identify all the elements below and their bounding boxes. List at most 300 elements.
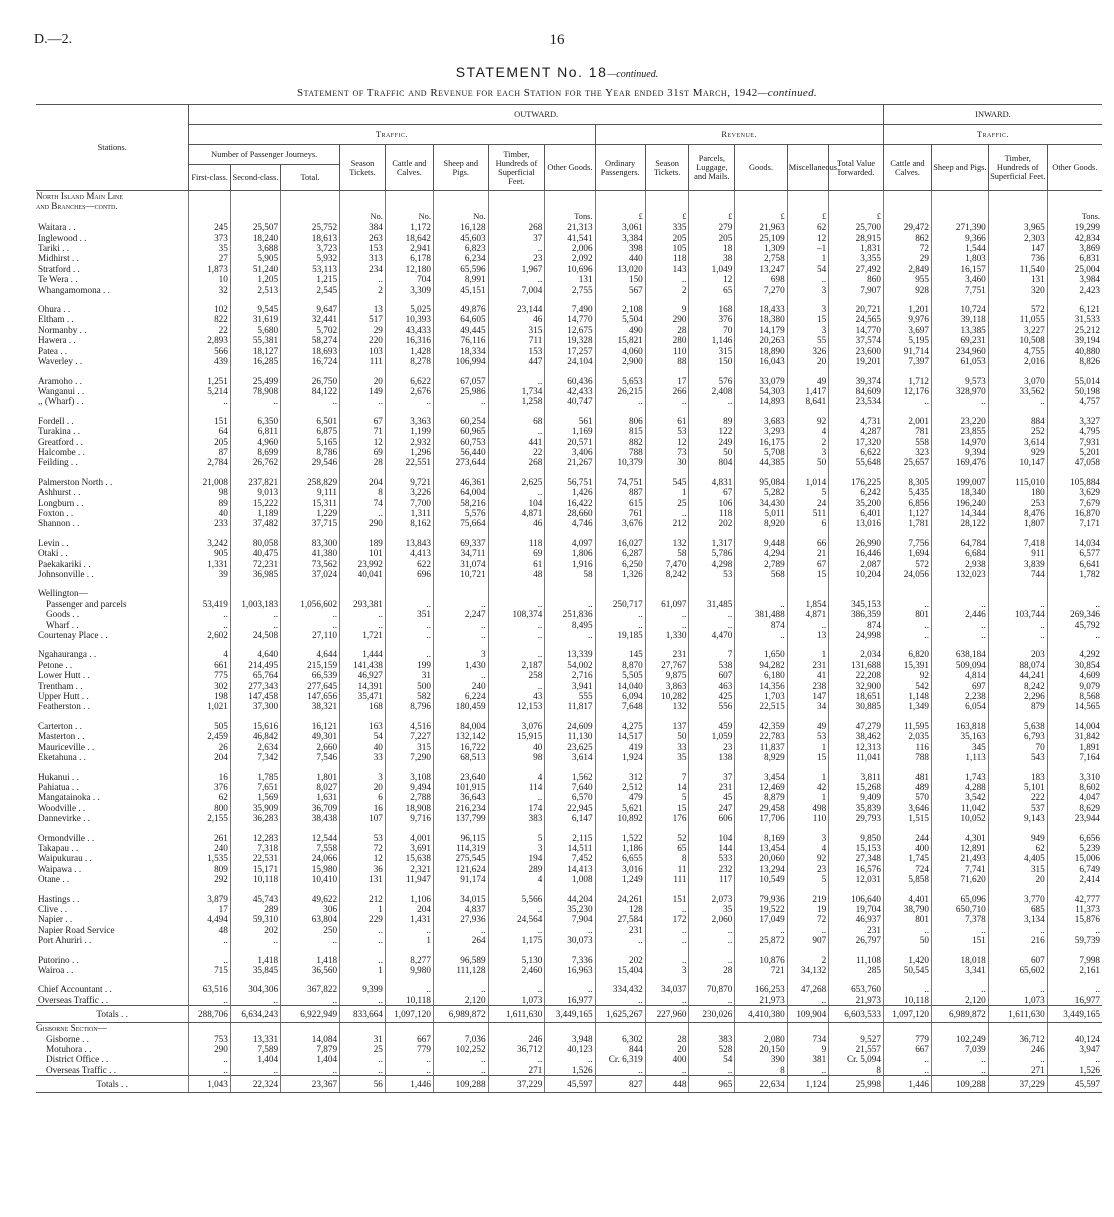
table-cell: 8,920 — [735, 518, 787, 528]
table-cell: 4,516 — [385, 721, 433, 731]
station-name: Wanganui . . — [38, 385, 85, 396]
table-cell: 214,495 — [230, 660, 280, 670]
table-cell — [931, 191, 988, 202]
table-cell: 18,613 — [281, 233, 340, 243]
station-name: Totals . . — [36, 1076, 189, 1093]
table-cell: 1,712 — [883, 376, 931, 386]
table-cell: 74 — [340, 498, 386, 508]
table-cell — [689, 763, 735, 772]
table-cell: 26,762 — [230, 457, 280, 467]
table-cell — [1047, 1023, 1102, 1034]
table-cell: 6,242 — [829, 487, 884, 497]
table-cell: 26,750 — [281, 376, 340, 386]
table-cell: 271 — [988, 1065, 1047, 1076]
table-cell: 92 — [883, 670, 931, 680]
table-row — [36, 559, 1102, 569]
table-cell: .. — [689, 955, 735, 965]
table-cell — [931, 579, 988, 588]
table-body — [36, 191, 1102, 1093]
table-cell: .. — [230, 1065, 280, 1076]
station-name: Hastings . . — [38, 893, 80, 904]
page-number: 16 — [549, 32, 565, 48]
table-cell: 479 — [595, 792, 645, 802]
table-cell: 788 — [883, 752, 931, 762]
table-cell: 32 — [189, 285, 230, 295]
table-cell: 234 — [340, 264, 386, 274]
table-cell: 20 — [988, 874, 1047, 884]
table-cell: 65,602 — [988, 965, 1047, 975]
statement-title — [0, 64, 1114, 80]
table-cell: 45,597 — [1047, 1076, 1102, 1093]
table-cell: 202 — [689, 518, 735, 528]
table-cell: 5 — [488, 833, 545, 843]
table-cell: 1 — [787, 792, 828, 802]
table-cell: 4,405 — [988, 853, 1047, 863]
table-cell: 313 — [340, 253, 386, 263]
table-cell — [340, 191, 386, 202]
table-cell: 806 — [595, 416, 645, 426]
table-cell: 3,947 — [1047, 1044, 1102, 1054]
table-cell: 111,128 — [433, 965, 488, 975]
table-cell: 231 — [787, 660, 828, 670]
table-cell: 50 — [645, 731, 689, 741]
table-cell — [433, 640, 488, 649]
table-cell — [829, 201, 884, 211]
table-cell: 30,885 — [829, 701, 884, 711]
table-cell: 1,097,120 — [385, 1006, 433, 1023]
table-cell: 2,755 — [545, 285, 595, 295]
table-cell: 8 — [340, 487, 386, 497]
table-cell: .. — [281, 620, 340, 630]
table-cell — [189, 763, 230, 772]
station-name: Whangamomona . . — [38, 284, 110, 295]
table-cell — [385, 712, 433, 721]
table-cell — [488, 824, 545, 833]
table-cell — [340, 529, 386, 538]
table-cell: .. — [488, 599, 545, 609]
table-cell: 2,459 — [189, 731, 230, 741]
table-row — [36, 885, 1102, 894]
table-cell: 928 — [883, 285, 931, 295]
table-cell: .. — [883, 925, 931, 935]
table-cell — [883, 640, 931, 649]
table-cell — [829, 824, 884, 833]
table-cell: 174 — [488, 803, 545, 813]
table-cell — [340, 946, 386, 955]
table-cell — [931, 824, 988, 833]
table-cell: 279 — [689, 222, 735, 232]
table-cell: 1,535 — [189, 853, 230, 863]
table-cell: 463 — [689, 681, 735, 691]
table-row — [36, 833, 1102, 843]
station-name: Clive . . — [38, 903, 68, 914]
table-row — [36, 609, 1102, 619]
table-cell — [689, 191, 735, 202]
table-cell: .. — [488, 620, 545, 630]
table-cell — [340, 407, 386, 416]
table-cell: 3,614 — [545, 752, 595, 762]
table-cell: 16,977 — [1047, 995, 1102, 1006]
table-cell: 5,566 — [488, 894, 545, 904]
station-name — [36, 407, 189, 416]
table-cell: 27,492 — [829, 264, 884, 274]
table-cell: 20 — [645, 1044, 689, 1054]
table-cell: 71,620 — [931, 874, 988, 884]
table-cell: 4 — [488, 874, 545, 884]
table-row — [36, 569, 1102, 579]
table-cell — [931, 295, 988, 304]
table-cell: 12 — [645, 437, 689, 447]
table-cell: 101 — [340, 548, 386, 558]
table-cell: 14,413 — [545, 864, 595, 874]
table-cell: 19,185 — [595, 630, 645, 640]
table-cell: .. — [230, 995, 280, 1006]
table-cell — [230, 763, 280, 772]
table-cell: 6,054 — [931, 701, 988, 711]
table-cell — [595, 640, 645, 649]
table-cell: 315 — [488, 325, 545, 335]
table-cell: 14,034 — [1047, 538, 1102, 548]
table-cell: 1,311 — [385, 508, 433, 518]
table-cell: 34,015 — [433, 894, 488, 904]
table-cell: 50 — [787, 457, 828, 467]
table-cell: 622 — [385, 559, 433, 569]
table-cell — [488, 763, 545, 772]
table-cell: 180,459 — [433, 701, 488, 711]
table-cell: 92 — [787, 416, 828, 426]
table-cell: No. — [340, 212, 386, 222]
table-cell: 381,488 — [735, 609, 787, 619]
table-cell: 290 — [340, 518, 386, 528]
statement-subtitle — [0, 87, 1114, 99]
table-cell: .. — [1047, 1054, 1102, 1064]
table-cell: 383 — [488, 813, 545, 823]
table-cell — [595, 407, 645, 416]
table-cell — [988, 946, 1047, 955]
table-cell: .. — [645, 995, 689, 1006]
table-cell: 12 — [340, 437, 386, 447]
table-cell: 3,355 — [829, 253, 884, 263]
table-cell — [689, 824, 735, 833]
table-cell: 40,041 — [340, 569, 386, 579]
table-cell: 304,306 — [230, 984, 280, 994]
table-cell: 4,298 — [689, 559, 735, 569]
table-cell: 1,059 — [689, 731, 735, 741]
table-cell: 220 — [340, 335, 386, 345]
table-cell: 46,361 — [433, 477, 488, 487]
table-cell: 2,513 — [230, 285, 280, 295]
table-cell: .. — [340, 609, 386, 619]
table-cell: 37,300 — [230, 701, 280, 711]
table-cell: 53 — [645, 426, 689, 436]
table-row — [36, 367, 1102, 376]
table-cell: £ — [595, 212, 645, 222]
table-cell — [545, 407, 595, 416]
table-cell: 13,016 — [829, 518, 884, 528]
table-cell: 80,058 — [230, 538, 280, 548]
table-cell: 14,770 — [545, 314, 595, 324]
table-cell — [189, 824, 230, 833]
table-cell — [189, 468, 230, 477]
table-cell — [189, 712, 230, 721]
table-cell: .. — [281, 1065, 340, 1076]
table-cell: .. — [883, 620, 931, 630]
table-cell: 1,169 — [545, 426, 595, 436]
table-cell: .. — [340, 508, 386, 518]
table-cell — [787, 367, 828, 376]
station-name: Wellington— — [38, 588, 88, 599]
table-cell: 25,657 — [883, 457, 931, 467]
table-cell — [230, 885, 280, 894]
table-cell: 558 — [883, 437, 931, 447]
table-cell — [488, 201, 545, 211]
table-cell: 84,609 — [829, 386, 884, 396]
table-cell: 18,433 — [735, 304, 787, 314]
table-cell: 2 — [645, 285, 689, 295]
table-cell: 882 — [595, 437, 645, 447]
table-cell: 698 — [735, 274, 787, 284]
table-cell: 7,039 — [931, 1044, 988, 1054]
table-cell — [189, 946, 230, 955]
table-cell — [689, 367, 735, 376]
table-cell: £ — [787, 212, 828, 222]
table-cell: 288,706 — [189, 1006, 230, 1023]
table-cell: Tons. — [545, 212, 595, 222]
table-cell: 108,374 — [488, 609, 545, 619]
table-cell — [883, 712, 931, 721]
table-cell: 31,074 — [433, 559, 488, 569]
table-cell: 131 — [545, 274, 595, 284]
table-cell: 800 — [189, 803, 230, 813]
table-cell: 5,576 — [433, 508, 488, 518]
table-cell: 2,602 — [189, 630, 230, 640]
table-cell: 704 — [385, 274, 433, 284]
table-cell: 17,049 — [735, 914, 787, 924]
table-cell: 151 — [189, 416, 230, 426]
document-reference: D.—2. — [34, 32, 73, 47]
table-cell: 202 — [595, 955, 645, 965]
table-cell: 1,189 — [230, 508, 280, 518]
table-cell: 8,826 — [1047, 356, 1102, 366]
table-cell: 46 — [488, 314, 545, 324]
table-cell: 271,390 — [931, 222, 988, 232]
table-cell: 202 — [230, 925, 280, 935]
table-cell: 1,807 — [988, 518, 1047, 528]
station-name: Upper Hutt . . — [38, 691, 89, 702]
table-cell: 15,268 — [829, 782, 884, 792]
table-cell: 205 — [189, 437, 230, 447]
table-cell: 1,215 — [281, 274, 340, 284]
table-cell: 19 — [787, 904, 828, 914]
table-cell: 70,870 — [689, 984, 735, 994]
table-cell — [545, 468, 595, 477]
table-cell — [230, 1023, 280, 1034]
table-cell: 39,118 — [931, 314, 988, 324]
table-cell: 29,472 — [883, 222, 931, 232]
table-cell: 3,683 — [735, 416, 787, 426]
table-cell: 3 — [488, 843, 545, 853]
table-cell: 15,171 — [230, 864, 280, 874]
table-cell — [488, 975, 545, 984]
table-cell — [988, 975, 1047, 984]
table-cell: 8,870 — [595, 660, 645, 670]
table-cell: 10,721 — [433, 569, 488, 579]
table-row — [36, 894, 1102, 904]
table-cell: 6,234 — [433, 253, 488, 263]
table-cell: 697 — [931, 681, 988, 691]
table-cell: 38,321 — [281, 701, 340, 711]
col-second-class: Second-class. — [230, 165, 280, 191]
table-cell: 1,172 — [385, 222, 433, 232]
table-cell: 2,161 — [1047, 965, 1102, 975]
table-cell: 498 — [787, 803, 828, 813]
table-cell: 33 — [340, 752, 386, 762]
table-cell: .. — [385, 630, 433, 640]
table-cell: 459 — [689, 721, 735, 731]
table-cell: 58 — [645, 548, 689, 558]
table-cell: 1,781 — [883, 518, 931, 528]
table-cell: 17 — [645, 376, 689, 386]
table-cell: .. — [988, 630, 1047, 640]
table-cell — [689, 201, 735, 211]
table-cell: 1,831 — [829, 243, 884, 253]
table-cell: 1 — [787, 253, 828, 263]
col-ordinary-passengers: Ordinary Passengers. — [595, 145, 645, 191]
table-cell: 3,134 — [988, 914, 1047, 924]
table-cell — [689, 468, 735, 477]
table-cell: 50,198 — [1047, 386, 1102, 396]
table-cell: 11,947 — [385, 874, 433, 884]
table-cell: 6,823 — [433, 243, 488, 253]
table-cell: 204 — [340, 477, 386, 487]
table-row — [36, 253, 1102, 263]
table-cell: 4,410,380 — [735, 1006, 787, 1023]
table-cell: .. — [281, 609, 340, 619]
table-cell: 268 — [488, 457, 545, 467]
table-cell: 7,931 — [1047, 437, 1102, 447]
table-cell: 231 — [595, 925, 645, 935]
table-cell: .. — [488, 904, 545, 914]
table-cell: 40,123 — [545, 1044, 595, 1054]
station-name: Patea . . — [38, 345, 68, 356]
table-cell: 18,340 — [931, 487, 988, 497]
table-cell: 70 — [988, 742, 1047, 752]
table-cell — [1047, 407, 1102, 416]
table-cell: 277,645 — [281, 681, 340, 691]
table-cell: 53 — [787, 731, 828, 741]
table-cell: 10,052 — [931, 813, 988, 823]
table-cell: 1,743 — [931, 772, 988, 782]
table-cell: 25,998 — [829, 1076, 884, 1093]
table-cell: 37,715 — [281, 518, 340, 528]
table-cell: .. — [595, 396, 645, 406]
station-name — [36, 468, 189, 477]
table-cell: 23,220 — [931, 416, 988, 426]
table-row — [36, 201, 1102, 211]
table-cell: 246 — [488, 1034, 545, 1044]
table-cell: 3 — [787, 325, 828, 335]
table-cell: 3 — [645, 965, 689, 975]
table-cell: 8,277 — [385, 955, 433, 965]
table-cell: 49 — [787, 376, 828, 386]
table-cell: 7,640 — [545, 782, 595, 792]
table-cell — [488, 640, 545, 649]
table-cell — [230, 468, 280, 477]
table-cell: 4,871 — [488, 508, 545, 518]
table-cell — [433, 824, 488, 833]
table-cell: 1,891 — [1047, 742, 1102, 752]
table-cell: 16,316 — [385, 335, 433, 345]
table-cell: 419 — [595, 742, 645, 752]
table-cell: 88,074 — [988, 660, 1047, 670]
table-cell: 6,401 — [829, 508, 884, 518]
table-cell: 9,111 — [281, 487, 340, 497]
table-cell — [230, 946, 280, 955]
table-cell: 8,305 — [883, 477, 931, 487]
table-cell: 556 — [689, 701, 735, 711]
table-row — [36, 701, 1102, 711]
table-cell — [931, 529, 988, 538]
table-cell: 16,128 — [433, 222, 488, 232]
col-in-sheep: Sheep and Pigs. — [931, 145, 988, 191]
table-cell: 205 — [689, 233, 735, 243]
table-cell: 1,199 — [385, 426, 433, 436]
table-cell: 4,401 — [883, 894, 931, 904]
table-cell: 7 — [689, 649, 735, 659]
table-cell: 54 — [689, 1054, 735, 1064]
table-cell: .. — [433, 630, 488, 640]
table-cell — [433, 201, 488, 211]
table-cell: 2,321 — [385, 864, 433, 874]
table-cell: 147,458 — [230, 691, 280, 701]
table-row — [36, 416, 1102, 426]
table-cell: .. — [281, 396, 340, 406]
table-cell — [689, 407, 735, 416]
station-name: Gisborne . . — [46, 1033, 89, 1044]
table-cell — [595, 588, 645, 598]
table-cell: 54,303 — [735, 386, 787, 396]
table-cell: 153 — [340, 243, 386, 253]
table-cell — [787, 946, 828, 955]
table-cell: 2,446 — [931, 609, 988, 619]
table-cell: 555 — [545, 691, 595, 701]
table-cell: 7,227 — [385, 731, 433, 741]
table-cell: 2,660 — [281, 742, 340, 752]
table-cell: .. — [385, 984, 433, 994]
table-cell: 1,967 — [488, 264, 545, 274]
table-cell: 42,834 — [1047, 233, 1102, 243]
table-cell: 6,094 — [595, 691, 645, 701]
table-cell: .. — [433, 984, 488, 994]
table-cell: 180 — [988, 487, 1047, 497]
group-outward: OUTWARD. — [189, 105, 884, 125]
table-cell: 8,879 — [735, 792, 787, 802]
table-cell — [645, 824, 689, 833]
table-row — [36, 975, 1102, 984]
table-cell — [645, 407, 689, 416]
table-cell: 1,330 — [645, 630, 689, 640]
table-cell: 23,640 — [433, 772, 488, 782]
station-name: Overseas Traffic . . — [38, 994, 108, 1005]
table-row — [36, 407, 1102, 416]
table-cell: 6,570 — [545, 792, 595, 802]
table-cell: .. — [735, 599, 787, 609]
table-cell: 9,716 — [385, 813, 433, 823]
table-cell: 18,018 — [931, 955, 988, 965]
table-cell: 315 — [689, 346, 735, 356]
table-cell — [787, 640, 828, 649]
table-cell: 275,545 — [433, 853, 488, 863]
